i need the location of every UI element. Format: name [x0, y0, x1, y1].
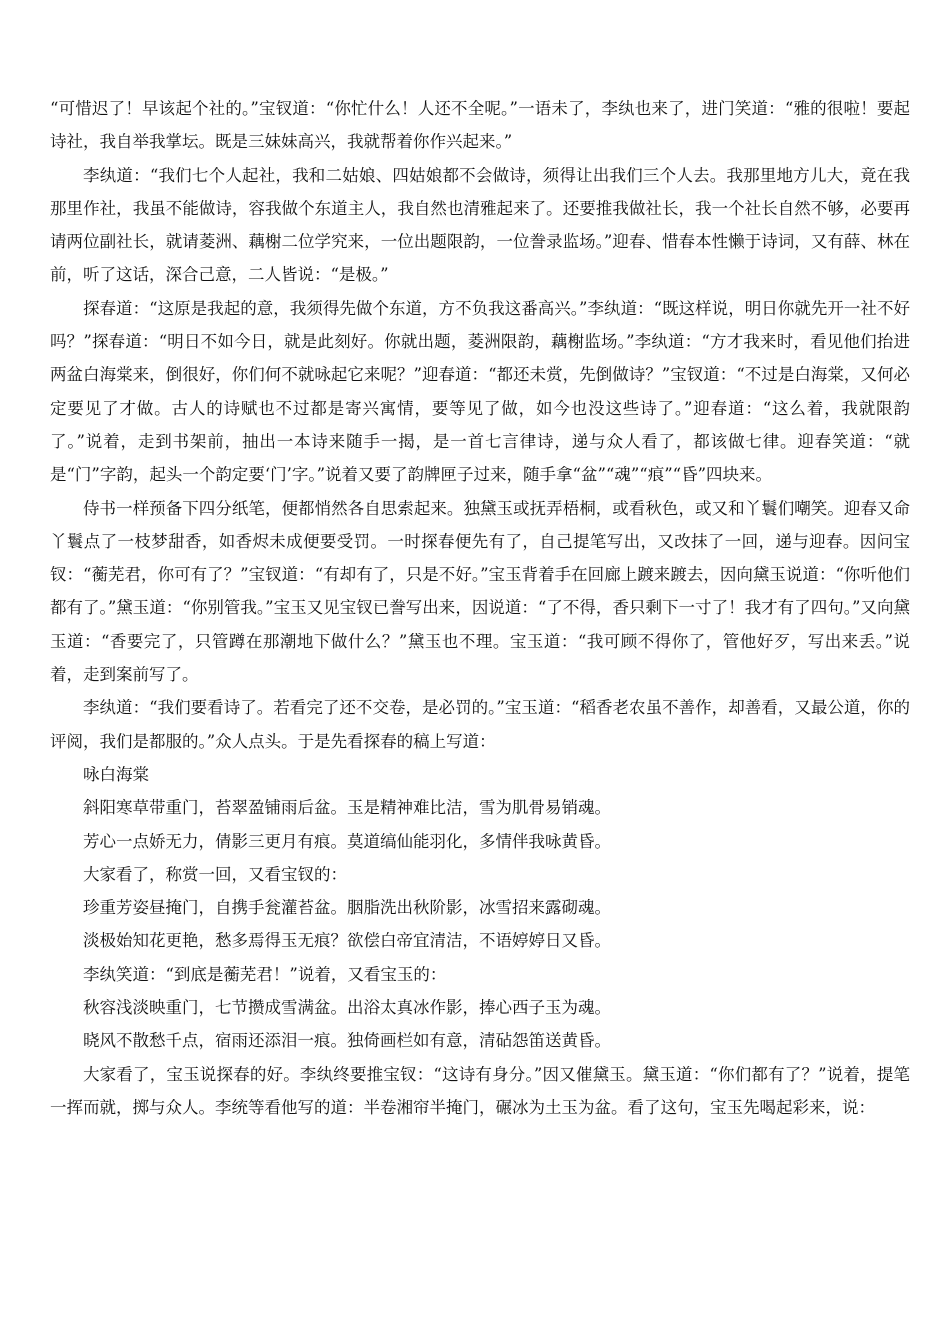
paragraph-tan-chun-host: 探春道：“这原是我起的意，我须得先做个东道，方不负我这番高兴。”李纨道：“既这样说，明日你就先开一社不好吗？”探春道：“明日不如今日，就是此刻好。你就出题，菱洲限韵，藕榭监场。”李纨道：“方才我来时，看见他们抬进两盆白海棠来，倒很好，你们何不就咏起它来呢？”迎春道：“都还未赏，先倒做诗？”宝钗道：“不过是白海棠，又何必定要见了才做。古人的诗赋也不过都是寄兴寓情，要等见了做，如今也没这些诗了。”迎春道：“这么着，我就限韵了。”说着，走到书架前，抽出一本诗来随手一揭，是一首七言律诗，递与众人看了，都该做七律。迎春笑道：“就是“门”字韵，起头一个韵定要‘门’字。”说着又要了韵牌匣子过来，随手拿“盆”“魂”“痕”“昏”四块来。 [50, 298, 910, 485]
paragraph-composing: 侍书一样预备下四分纸笔，便都悄然各自思索起来。独黛玉或抚弄梧桐，或看秋色，或又和丫鬟们嘲笑。迎春又命丫鬟点了一枝梦甜香，如香烬未成便要受罚。一时探春便先有了，自己提笔写出，又改抹了一回，递与迎春。因问宝钗：“蘅芜君，你可有了？”宝钗道：“有却有了，只是不好。”宝玉背着手在回廊上踱来踱去，因向黛玉说道：“你听他们都有了。”黛玉道：“你别管我。”宝玉又见宝钗已誊写出来，因说道：“了不得，香只剩下一寸了！我才有了四句。”又向黛玉道：“香要完了，只管蹲在那潮地下做什么？”黛玉也不理。宝玉道：“我可顾不得你了，管他好歹，写出来丢。”说着，走到案前写了。 [50, 498, 910, 685]
poem-line: 珍重芳姿昼掩门，自携手瓮灌苔盆。胭脂洗出秋阶影，冰雪招来露砌魂。 [83, 898, 611, 918]
paragraph-reviewing: 李纨道：“我们要看诗了。若看完了还不交卷，是必罚的。”宝玉道：“稻香老农虽不善作，却善看，又最公道，你的评阅，我们是都服的。”众人点头。于是先看探春的稿上写道： [50, 698, 910, 751]
paragraph-continuation: “可惜迟了！早该起个社的。”宝钗道：“你忙什么！人还不全呢。”一语未了，李纨也来了，进门笑道：“雅的很啦！要起诗社，我自举我掌坛。既是三妹妹高兴，我就帮着你作兴起来。” [50, 99, 910, 152]
poem-line: 芳心一点娇无力，倩影三更月有痕。莫道缟仙能羽化，多情伴我咏黄昏。 [83, 831, 611, 851]
document-page [50, 92, 910, 1124]
poem-title: 咏白海棠 [83, 764, 149, 784]
poem-line: 秋容浅淡映重门，七节攒成雪满盆。出浴太真冰作影，捧心西子玉为魂。 [83, 998, 611, 1018]
narration-line: 李纨笑道：“到底是蘅芜君！”说着，又看宝玉的： [83, 964, 447, 984]
narration-line: 大家看了，称赏一回，又看宝钗的： [83, 864, 347, 884]
paragraph-closing: 大家看了，宝玉说探春的好。李纨终要推宝钗：“这诗有身分。”因又催黛玉。黛玉道：“你们都有了？”说着，提笔一挥而就，掷与众人。李统等看他写的道：半卷湘帘半掩门，碾冰为土玉为盆。看了这句，宝玉先喝起彩来，说： [50, 1064, 910, 1117]
poem-line: 淡极始知花更艳，愁多焉得玉无痕？欲偿白帝宜清洁，不语婷婷日又昏。 [83, 931, 611, 951]
poem-line: 斜阳寒草带重门，苔翠盈铺雨后盆。玉是精神难比洁，雪为肌骨易销魂。 [83, 798, 611, 818]
paragraph-li-wan-proposal: 李纨道：“我们七个人起社，我和二姑娘、四姑娘都不会做诗，须得让出我们三个人去。我那里地方儿大，竟在我那里作社，我虽不能做诗，容我做个东道主人，我自然也清雅起来了。还要推我做社长，我一个社长自然不够，必要再请两位副社长，就请菱洲、藕榭二位学究来，一位出题限韵，一位誊录监场。”迎春、惜春本性懒于诗词，又有薛、林在前，听了这话，深合己意，二人皆说：“是极。” [50, 165, 910, 285]
poem-line: 晓风不散愁千点，宿雨还添泪一痕。独倚画栏如有意，清砧怨笛送黄昏。 [83, 1031, 611, 1051]
